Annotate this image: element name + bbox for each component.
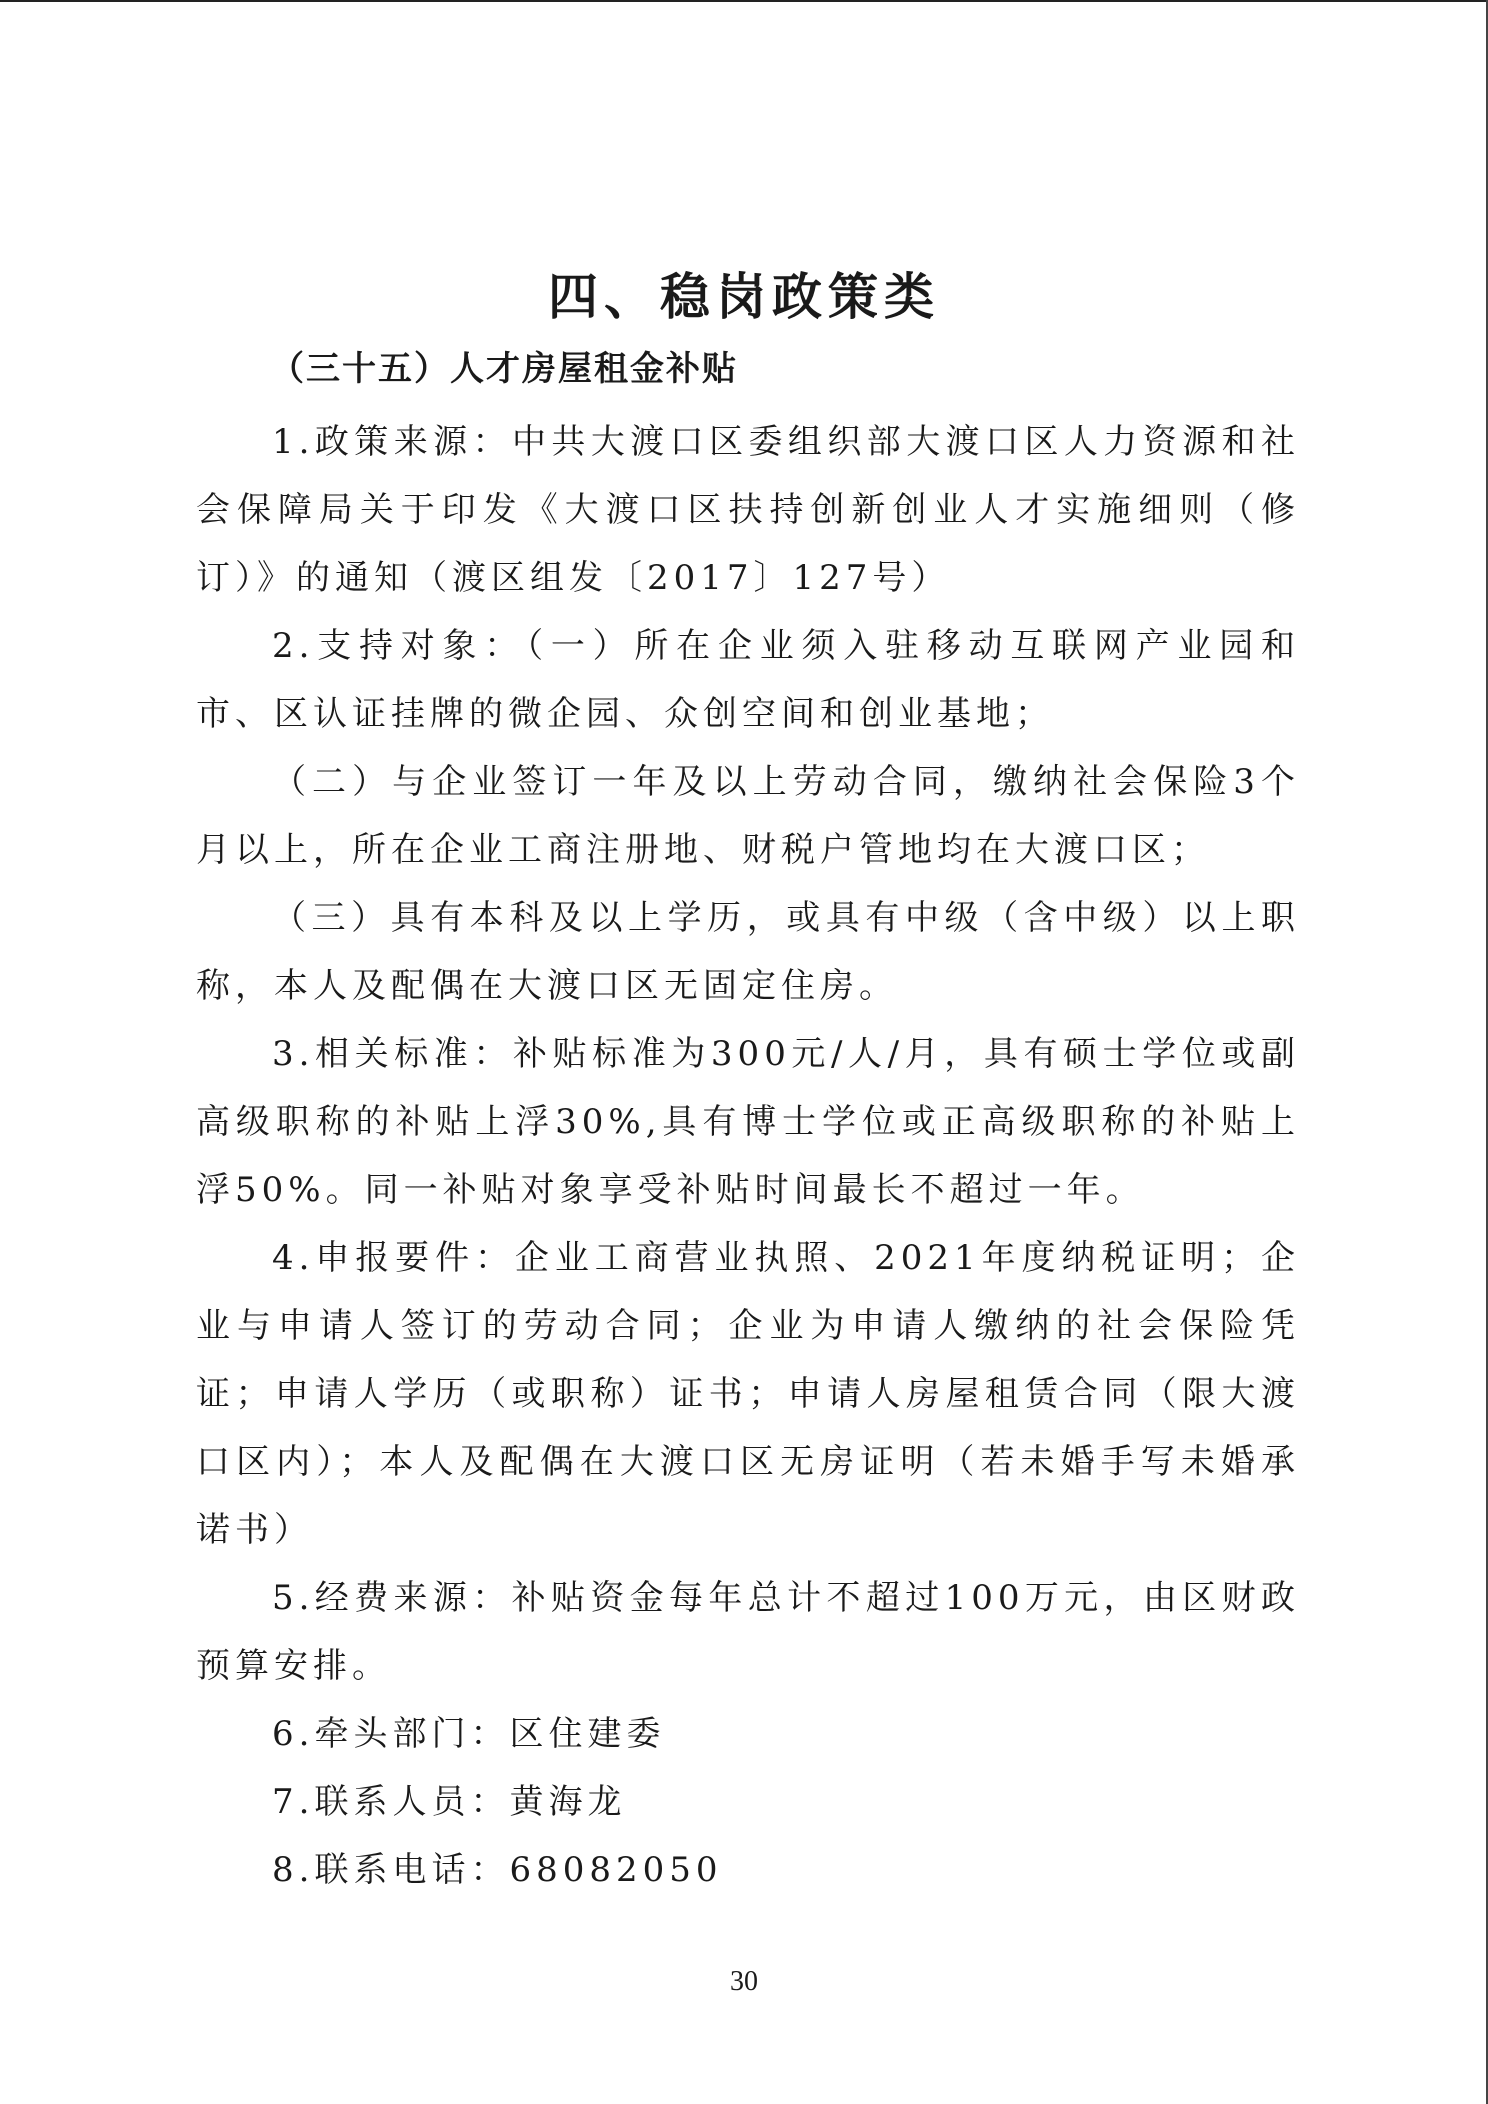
- application-documents-paragraph: 4.申报要件：企业工商营业执照、2021年度纳税证明；企业与申请人签订的劳动合同；企业为申请人缴纳的社会保险凭证；申请人学历（或职称）证书；申请人房屋租赁合同（限大渡口区内）；本人及配偶在大渡口区无房证明（若未婚手写未婚承诺书）: [196, 1238, 1300, 1550]
- support-target-condition-3: （三）具有本科及以上学历，或具有中级（含中级）以上职称，本人及配偶在大渡口区无固定住房。: [196, 898, 1300, 1006]
- contact-phone-paragraph: 8.联系电话：68082050: [272, 1850, 723, 1890]
- standard-paragraph: 3.相关标准：补贴标准为300元/人/月，具有硕士学位或副高级职称的补贴上浮30%,具有博士学位或正高级职称的补贴上浮50%。同一补贴对象享受补贴时间最长不超过一年。: [196, 1034, 1300, 1210]
- support-target-condition-2: （二）与企业签订一年及以上劳动合同，缴纳社会保险3个月以上，所在企业工商注册地、财税户管地均在大渡口区；: [196, 762, 1300, 870]
- top-border-line: [0, 0, 1488, 2]
- lead-department-paragraph: 6.牵头部门：区住建委: [272, 1714, 666, 1754]
- funding-source-paragraph: 5.经费来源：补贴资金每年总计不超过100万元，由区财政预算安排。: [196, 1578, 1300, 1686]
- policy-source-paragraph: 1.政策来源：中共大渡口区委组织部大渡口区人力资源和社会保障局关于印发《大渡口区扶持创新创业人才实施细则（修订）》的通知（渡区组发〔2017〕127号）: [196, 422, 1300, 598]
- support-target-paragraph: 2.支持对象：（一）所在企业须入驻移动互联网产业园和市、区认证挂牌的微企园、众创空间和创业基地；: [196, 626, 1300, 734]
- policy-body: [196, 408, 1300, 1904]
- page-number: 30: [730, 1966, 758, 1997]
- section-title: 四、稳岗政策类: [548, 268, 940, 326]
- policy-subheading: （三十五）人才房屋租金补贴: [270, 349, 738, 389]
- contact-person-paragraph: 7.联系人员：黄海龙: [272, 1782, 627, 1822]
